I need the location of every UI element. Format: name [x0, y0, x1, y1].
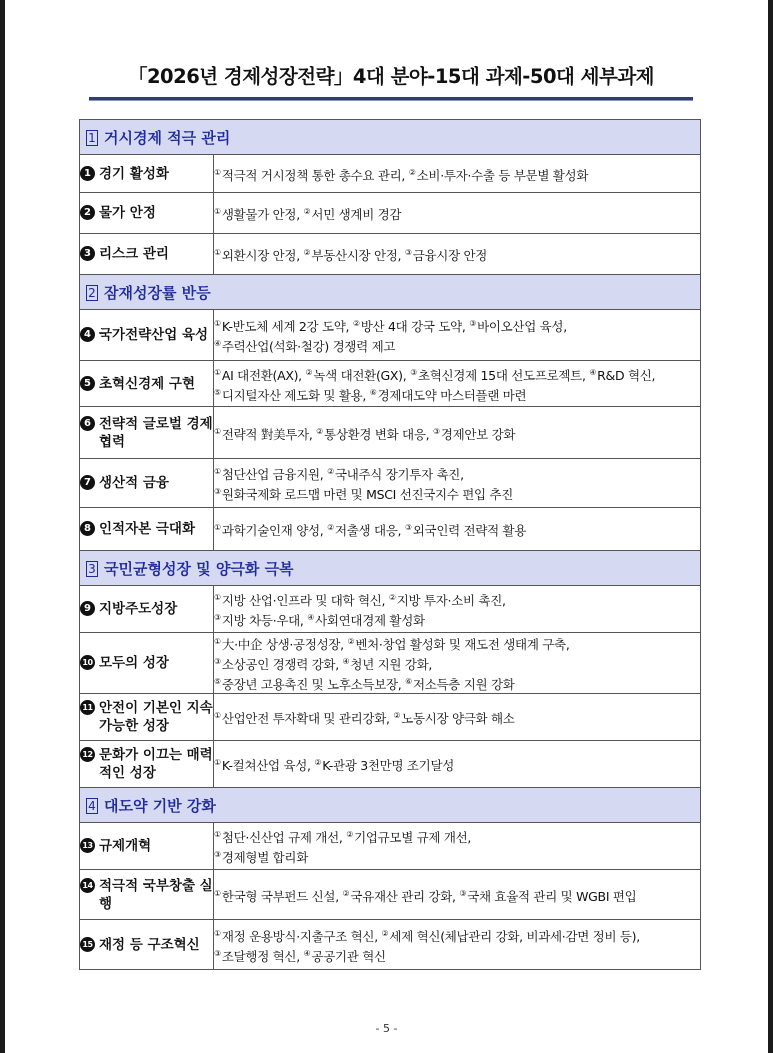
task-number-badge: 4	[80, 327, 95, 342]
subtask-number: ②	[316, 426, 324, 436]
task-detail-cell	[214, 586, 701, 633]
subtask-text: AI 대전환(AX),	[221, 367, 306, 383]
task-row	[80, 920, 701, 970]
section-header	[80, 275, 701, 310]
detail-line	[214, 203, 700, 223]
subtask-text: 금융시장 안정	[412, 248, 488, 263]
subtask-text: 적극적 거시정책 통한 총수요 관리,	[221, 167, 409, 183]
detail-line	[214, 925, 700, 945]
task-row	[80, 586, 701, 633]
task-label: 규제개혁	[99, 838, 152, 854]
subtask-number: ③	[214, 613, 221, 622]
task-label: 국가전략산업 육성	[99, 327, 209, 343]
task-detail-cell	[214, 694, 701, 741]
task-number-badge: 15	[80, 937, 95, 952]
task-number-badge: 2	[80, 205, 95, 220]
task-label-cell	[80, 920, 214, 970]
task-label: 인적자본 극대화	[99, 521, 195, 537]
task-label-cell	[80, 193, 214, 234]
task-number-badge: 9	[80, 601, 95, 616]
task-detail-cell	[214, 361, 701, 407]
task-row	[80, 633, 701, 694]
task-detail-cell	[214, 459, 701, 508]
detail-line	[214, 653, 700, 673]
task-label: 안전이 기본인 지속가능한 성장	[99, 700, 213, 734]
detail-line	[214, 609, 700, 629]
subtask-number: ①	[214, 888, 221, 898]
subtask-number: ①	[214, 758, 221, 767]
detail-line	[214, 164, 700, 184]
task-number-badge: 12	[80, 747, 95, 762]
section-number: 3	[86, 561, 98, 577]
task-detail-cell	[214, 508, 701, 551]
subtask-number: ②	[305, 367, 313, 377]
task-row	[80, 234, 701, 275]
task-label: 모두의 성장	[99, 655, 169, 671]
subtask-number: ④	[214, 339, 221, 348]
task-label-cell	[80, 459, 214, 508]
task-detail-cell	[214, 633, 701, 694]
detail-line	[214, 519, 700, 539]
detail-line	[214, 483, 700, 503]
section-header-cell	[80, 120, 701, 155]
detail-line	[214, 945, 700, 965]
detail-line	[214, 707, 700, 727]
subtask-text: 방산 4대 강국 도약,	[360, 319, 470, 334]
task-detail-cell	[214, 870, 701, 920]
task-detail-cell	[214, 193, 701, 234]
subtask-number: ④	[307, 613, 315, 622]
subtask-number: ③	[404, 523, 412, 532]
subtask-number: ⑤	[214, 677, 221, 686]
subtask-number: ④	[303, 948, 311, 958]
subtask-text: 조달행정 혁신,	[221, 948, 304, 964]
task-number-badge: 14	[80, 878, 95, 893]
subtask-number: ①	[214, 637, 221, 646]
subtask-number: ①	[214, 523, 221, 532]
task-row	[80, 823, 701, 870]
subtask-text: 경제안보 강화	[440, 426, 516, 442]
subtask-text: 원화국제화 로드맵 마련 및 MSCI 선진국지수 편입 추진	[221, 487, 514, 502]
subtask-number: ①	[214, 467, 221, 476]
document-page	[5, 0, 768, 1053]
subtask-number: ②	[346, 830, 354, 839]
task-number-badge: 7	[80, 475, 95, 490]
task-row	[80, 155, 701, 193]
subtask-number: ①	[214, 426, 221, 436]
section-title: 거시경제 적극 관리	[104, 128, 231, 147]
subtask-text: 생활물가 안정,	[221, 207, 304, 222]
page-title: 「2026년 경제성장전략」4대 분야-15대 과제-50대 세부과제	[127, 65, 655, 88]
subtask-number: ④	[342, 657, 350, 666]
subtask-text: 국내주식 장기투자 촉진,	[334, 467, 464, 482]
subtask-number: ②	[303, 248, 311, 257]
subtask-number: ①	[214, 167, 221, 177]
subtask-number: ②	[347, 637, 355, 646]
subtask-text: 저소득층 지원 강화	[412, 677, 515, 692]
task-row	[80, 310, 701, 361]
subtask-text: 벤처·창업 활성화 및 재도전 생태계 구축,	[355, 637, 570, 652]
section-title: 대도약 기반 강화	[104, 796, 216, 815]
task-number-badge: 6	[80, 416, 95, 431]
task-label: 리스크 관리	[99, 246, 169, 262]
detail-line	[214, 244, 700, 264]
task-detail-cell	[214, 823, 701, 870]
task-label: 적극적 국부창출 실행	[99, 877, 213, 912]
subtask-text: 서민 생계비 경감	[311, 207, 402, 222]
subtask-number: ②	[342, 888, 350, 898]
subtask-number: ③	[410, 367, 417, 377]
task-row	[80, 694, 701, 741]
subtask-text: 디지털자산 제도화 및 활용,	[221, 387, 370, 403]
subtask-number: ①	[214, 711, 221, 720]
subtask-number: ③	[214, 487, 221, 496]
subtask-number: ②	[314, 758, 322, 767]
task-label: 초혁신경제 구현	[99, 375, 195, 392]
section-header-cell	[80, 275, 701, 310]
subtask-number: ②	[327, 467, 334, 476]
task-number-badge: 13	[80, 838, 95, 853]
task-label-cell	[80, 155, 214, 193]
section-title: 국민균형성장 및 양극화 극복	[104, 559, 294, 578]
subtask-text: 저출생 대응,	[334, 523, 405, 538]
subtask-text: R&D 혁신,	[597, 367, 656, 383]
task-detail-cell	[214, 407, 701, 459]
task-number-badge: 11	[80, 700, 95, 715]
task-row	[80, 193, 701, 234]
task-label: 생산적 금융	[99, 475, 169, 491]
subtask-text: 경제대도약 마스터플랜 마련	[377, 387, 527, 403]
subtask-number: ①	[214, 319, 221, 328]
task-row	[80, 459, 701, 508]
task-label-cell	[80, 741, 214, 788]
subtask-number: ①	[214, 593, 221, 602]
subtask-text: 청년 지원 강화,	[350, 657, 433, 672]
subtask-text: 노동시장 양극화 해소	[401, 711, 515, 726]
subtask-text: 주력산업(석화·철강) 경쟁력 제고	[221, 339, 396, 354]
section-header-cell	[80, 551, 701, 586]
subtask-text: K-반도체 세계 2강 도약,	[221, 319, 353, 334]
subtask-text: 소상공인 경쟁력 강화,	[221, 657, 343, 672]
subtask-text: 지방 차등·우대,	[221, 613, 308, 628]
subtask-text: K-관광 3천만명 조기달성	[322, 758, 454, 773]
detail-line	[214, 463, 700, 483]
section-number: 2	[86, 285, 98, 301]
subtask-number: ⑤	[214, 387, 221, 397]
task-label: 지방주도성장	[99, 601, 178, 617]
task-label-cell	[80, 361, 214, 407]
task-label-cell	[80, 694, 214, 741]
title-underline	[89, 97, 693, 101]
page-number: - 5 -	[375, 1022, 398, 1035]
task-number-badge: 10	[80, 655, 95, 670]
subtask-text: 지방 산업·인프라 및 대학 혁신,	[221, 593, 389, 608]
subtask-text: 녹색 대전환(GX),	[313, 367, 411, 383]
subtask-number: ②	[393, 711, 401, 720]
section-header	[80, 551, 701, 586]
detail-line	[214, 589, 700, 609]
subtask-text: 부동산시장 안정,	[311, 248, 405, 263]
subtask-text: 전략적 對美투자,	[221, 426, 317, 442]
subtask-text: 기업규모별 규제 개선,	[354, 830, 472, 845]
subtask-text: 사회연대경제 활성화	[315, 613, 425, 628]
detail-line	[214, 673, 700, 693]
task-number-badge: 3	[80, 246, 95, 261]
detail-line	[214, 754, 700, 774]
task-label-cell	[80, 633, 214, 694]
subtask-number: ②	[352, 319, 360, 328]
subtask-number: ②	[303, 207, 311, 216]
subtask-number: ①	[214, 367, 221, 377]
strategy-table	[79, 119, 701, 970]
subtask-number: ③	[469, 319, 477, 328]
task-detail-cell	[214, 234, 701, 275]
subtask-text: 한국형 국부펀드 신설,	[221, 888, 343, 904]
subtask-text: 국채 효율적 관리 및 WGBI 편입	[467, 888, 637, 904]
subtask-text: 통상환경 변화 대응,	[324, 426, 433, 442]
section-header	[80, 120, 701, 155]
subtask-number: ④	[589, 367, 597, 377]
task-label-cell	[80, 234, 214, 275]
task-detail-cell	[214, 920, 701, 970]
task-row	[80, 870, 701, 920]
detail-line	[214, 633, 700, 653]
subtask-number: ②	[327, 523, 334, 532]
task-label: 재정 등 구조혁신	[99, 936, 200, 953]
subtask-number: ③	[214, 850, 221, 859]
subtask-number: ①	[214, 830, 221, 839]
task-row	[80, 508, 701, 551]
section-header	[80, 788, 701, 823]
task-row	[80, 361, 701, 407]
task-number-badge: 1	[80, 166, 95, 181]
subtask-number: ③	[459, 888, 467, 898]
task-label-cell	[80, 407, 214, 459]
section-number: 4	[86, 798, 98, 814]
subtask-text: 과학기술인재 양성,	[221, 523, 328, 538]
subtask-text: 외국인력 전략적 활용	[412, 523, 527, 538]
subtask-number: ②	[381, 928, 389, 938]
subtask-text: 초혁신경제 15대 선도프로젝트,	[417, 367, 590, 383]
task-label-cell	[80, 823, 214, 870]
subtask-number: ③	[404, 248, 412, 257]
subtask-text: 국유재산 관리 강화,	[350, 888, 460, 904]
detail-line	[214, 423, 700, 443]
subtask-number: ①	[214, 928, 221, 938]
subtask-number: ③	[214, 948, 221, 958]
section-number: 1	[86, 130, 98, 146]
task-detail-cell	[214, 310, 701, 361]
detail-line	[214, 846, 700, 866]
subtask-text: 경제형벌 합리화	[221, 850, 308, 865]
task-label-cell	[80, 586, 214, 633]
task-detail-cell	[214, 155, 701, 193]
subtask-text: 세제 혁신(체납관리 강화, 비과세·감면 정비 등),	[389, 928, 640, 944]
task-number-badge: 5	[80, 376, 95, 391]
detail-line	[214, 885, 700, 905]
detail-line	[214, 335, 700, 355]
subtask-text: 大·中企 상생·공정성장,	[221, 637, 348, 652]
detail-line	[214, 364, 700, 384]
subtask-text: 산업안전 투자확대 및 관리강화,	[221, 711, 394, 726]
subtask-text: 재정 운용방식·지출구조 혁신,	[221, 928, 382, 944]
subtask-text: 바이오산업 육성,	[477, 319, 567, 334]
task-label: 문화가 이끄는 매력적인 성장	[99, 747, 213, 781]
subtask-number: ⑥	[405, 677, 412, 686]
title-block	[89, 63, 693, 101]
subtask-number: ①	[214, 207, 221, 216]
subtask-text: 외환시장 안정,	[221, 248, 304, 263]
subtask-text: 소비·투자·수출 등 부문별 활성화	[416, 167, 589, 183]
task-label-cell	[80, 508, 214, 551]
task-row	[80, 741, 701, 788]
subtask-text: 첨단·신산업 규제 개선,	[221, 830, 347, 845]
subtask-text: 지방 투자·소비 촉진,	[396, 593, 506, 608]
task-row	[80, 407, 701, 459]
task-label-cell	[80, 310, 214, 361]
subtask-text: 공공기관 혁신	[311, 948, 386, 964]
detail-line	[214, 826, 700, 846]
subtask-number: ①	[214, 248, 221, 257]
subtask-text: K-컬쳐산업 육성,	[221, 758, 315, 773]
section-header-cell	[80, 788, 701, 823]
task-label: 전략적 글로벌 경제협력	[99, 415, 213, 450]
section-title: 잠재성장률 반등	[104, 283, 211, 302]
task-number-badge: 8	[80, 521, 95, 536]
subtask-text: 중장년 고용촉진 및 노후소득보장,	[221, 677, 406, 692]
subtask-number: ⑥	[369, 387, 377, 397]
task-label: 물가 안정	[99, 205, 156, 221]
subtask-text: 첨단산업 금융지원,	[221, 467, 328, 482]
detail-line	[214, 384, 700, 404]
task-label: 경기 활성화	[99, 165, 169, 182]
detail-line	[214, 315, 700, 335]
subtask-number: ②	[388, 593, 396, 602]
subtask-number: ②	[408, 167, 416, 177]
task-detail-cell	[214, 741, 701, 788]
subtask-number: ③	[432, 426, 440, 436]
task-label-cell	[80, 870, 214, 920]
subtask-number: ③	[214, 657, 221, 666]
